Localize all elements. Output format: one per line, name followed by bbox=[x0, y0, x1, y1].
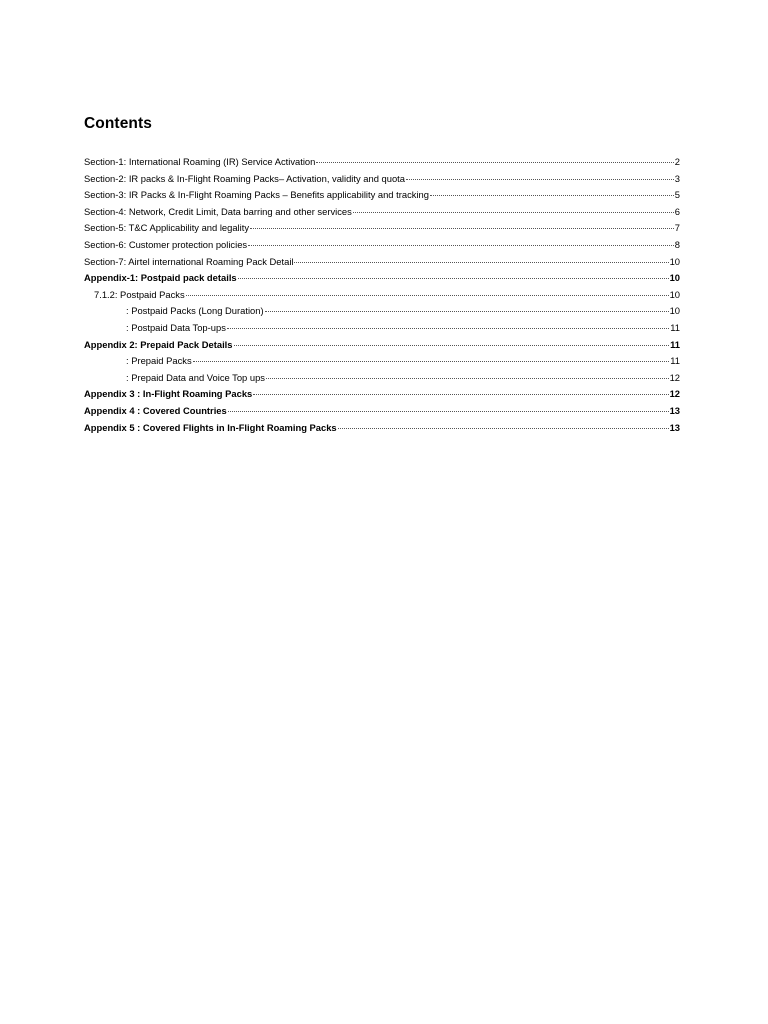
toc-entry-text: : Prepaid Packs bbox=[126, 355, 192, 367]
toc-entry-page: 10 bbox=[669, 272, 680, 284]
dot-leader bbox=[227, 328, 669, 329]
toc-entry-text: Appendix 4 : Covered Countries bbox=[84, 404, 227, 416]
toc-entry-text: : Postpaid Data Top-ups bbox=[126, 321, 226, 333]
toc-entry-page: 7 bbox=[674, 222, 680, 234]
toc-entry-text: Section-3: IR Packs & In-Flight Roaming Packs – Benefits applicability and tracking bbox=[84, 189, 429, 201]
toc-entry-section-1[interactable] bbox=[84, 154, 680, 171]
toc-entry-text: Appendix 3 : In-Flight Roaming Packs bbox=[84, 388, 253, 400]
toc-entry-text: Appendix-1: Postpaid pack details bbox=[84, 272, 237, 284]
toc-entry-section-6[interactable] bbox=[84, 237, 680, 254]
toc-entry-appendix-3[interactable] bbox=[84, 386, 680, 403]
toc-entry-page: 11 bbox=[670, 355, 680, 367]
toc-entry-page: 12 bbox=[669, 388, 680, 400]
toc-entry-page: 11 bbox=[670, 338, 680, 350]
dot-leader bbox=[265, 311, 669, 312]
toc-entry-section-3[interactable] bbox=[84, 187, 680, 204]
toc-entry-page: 3 bbox=[674, 172, 680, 184]
toc-entry-postpaid-data-top-ups[interactable] bbox=[84, 320, 680, 337]
dot-leader bbox=[234, 345, 670, 346]
dot-leader bbox=[430, 195, 674, 196]
dot-leader bbox=[294, 262, 668, 263]
toc-entry-text: Section-1: International Roaming (IR) Service Activation bbox=[84, 156, 316, 167]
toc-entry-page: 8 bbox=[674, 238, 680, 250]
toc-entry-text: Section-7: Airtel international Roaming Pack Detail bbox=[84, 255, 294, 267]
toc-entry-section-2[interactable] bbox=[84, 171, 680, 188]
toc-entry-appendix-4[interactable] bbox=[84, 403, 680, 420]
dot-leader bbox=[406, 179, 674, 180]
dot-leader bbox=[250, 228, 674, 229]
toc-entry-page: 10 bbox=[669, 305, 680, 317]
toc-entry-prepaid-data-voice-top-ups[interactable] bbox=[84, 370, 680, 387]
toc-entry-section-4[interactable] bbox=[84, 204, 680, 221]
dot-leader bbox=[353, 212, 674, 213]
page-title: Contents bbox=[84, 115, 152, 132]
toc-entry-page: 11 bbox=[670, 321, 680, 333]
dot-leader bbox=[186, 295, 669, 296]
table-of-contents bbox=[84, 154, 680, 436]
toc-entry-prepaid-packs[interactable] bbox=[84, 353, 680, 370]
toc-entry-text: Appendix 2: Prepaid Pack Details bbox=[84, 338, 233, 350]
dot-leader bbox=[316, 162, 673, 163]
toc-entry-text: Section-5: T&C Applicability and legality bbox=[84, 222, 250, 234]
dot-leader bbox=[228, 411, 669, 412]
dot-leader bbox=[193, 361, 670, 362]
toc-entry-page: 13 bbox=[669, 421, 680, 433]
toc-entry-text: 7.1.2: Postpaid Packs bbox=[94, 288, 185, 300]
toc-entry-section-7[interactable] bbox=[84, 254, 680, 271]
toc-entry-text: Appendix 5 : Covered Flights in In-Flight Roaming Packs bbox=[84, 421, 337, 433]
dot-leader bbox=[248, 245, 674, 246]
toc-entry-page: 2 bbox=[674, 156, 680, 167]
toc-entry-page: 10 bbox=[669, 288, 680, 300]
toc-entry-page: 5 bbox=[674, 189, 680, 201]
toc-entry-text: Section-4: Network, Credit Limit, Data barring and other services bbox=[84, 205, 352, 217]
toc-entry-appendix-2[interactable] bbox=[84, 337, 680, 354]
toc-entry-section-5[interactable] bbox=[84, 220, 680, 237]
toc-entry-appendix-5[interactable] bbox=[84, 420, 680, 437]
dot-leader bbox=[338, 428, 669, 429]
toc-entry-page: 13 bbox=[669, 404, 680, 416]
dot-leader bbox=[253, 394, 668, 395]
toc-entry-page: 10 bbox=[669, 255, 680, 267]
toc-entry-text: : Prepaid Data and Voice Top ups bbox=[126, 371, 265, 383]
dot-leader bbox=[238, 278, 669, 279]
toc-entry-postpaid-packs-long-duration[interactable] bbox=[84, 303, 680, 320]
toc-entry-postpaid-packs[interactable] bbox=[84, 287, 680, 304]
toc-entry-appendix-1[interactable] bbox=[84, 270, 680, 287]
dot-leader bbox=[266, 378, 669, 379]
toc-entry-text: Section-6: Customer protection policies bbox=[84, 238, 248, 250]
toc-entry-text: : Postpaid Packs (Long Duration) bbox=[126, 305, 264, 317]
toc-entry-page: 6 bbox=[674, 205, 680, 217]
toc-entry-text: Section-2: IR packs & In-Flight Roaming Packs– Activation, validity and quota bbox=[84, 172, 405, 184]
toc-entry-page: 12 bbox=[669, 371, 680, 383]
